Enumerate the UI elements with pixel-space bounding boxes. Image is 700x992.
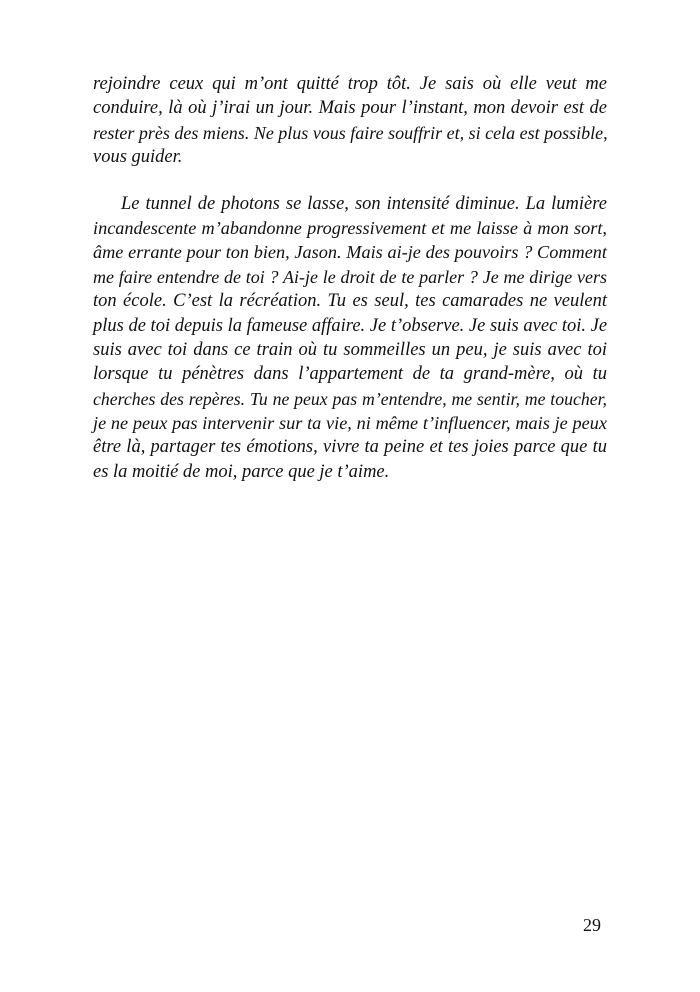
- text-line: rejoindre ceux qui m’ont quitté trop tôt. Je sais où elle veut me: [93, 74, 607, 94]
- text-line: vous guider.: [93, 147, 183, 168]
- text-line: ton école. C’est la récréation. Tu es seul, tes camarades ne veulent: [93, 291, 607, 312]
- text-line: je ne peux pas intervenir sur ta vie, ni même t’influencer, mais je peux: [93, 413, 607, 434]
- text-line: Le tunnel de photons se lasse, son intensité diminue. La lumière: [121, 193, 607, 214]
- text-line: es la moitié de moi, parce que je t’aime.: [93, 461, 390, 482]
- paragraph-spacer: [93, 170, 607, 192]
- text-line: plus de toi depuis la fameuse affaire. Je t’observe. Je suis avec toi. Je: [93, 315, 608, 336]
- text-line: rester près des miens. Ne plus vous faire souffrir et, si cela est possible,: [93, 122, 608, 143]
- text-line: être là, partager tes émotions, vivre ta peine et tes joies parce que tu: [93, 437, 607, 458]
- text-line: conduire, là où j’irai un jour. Mais pour l’instant, mon devoir est de: [93, 98, 607, 119]
- paragraph-2: [93, 192, 607, 485]
- text-line: cherches des repères. Tu ne peux pas m’entendre, me sentir, me toucher,: [93, 388, 607, 409]
- text-line: suis avec toi dans ce train où tu sommeilles un peu, je suis avec toi: [93, 339, 607, 360]
- page-number: 29: [583, 915, 601, 935]
- text-line: me faire entendre de toi ? Ai-je le droit de te parler ? Je me dirige vers: [93, 266, 607, 287]
- paragraph-1: [93, 72, 607, 170]
- text-line: âme errante pour ton bien, Jason. Mais ai-je des pouvoirs ? Comment: [93, 242, 607, 263]
- text-line: incandescente m’abandonne progressivement et me laisse à mon sort,: [93, 217, 607, 238]
- text-line: lorsque tu pénètres dans l’appartement de ta grand-mère, où tu: [93, 364, 607, 385]
- body-text: [93, 72, 607, 484]
